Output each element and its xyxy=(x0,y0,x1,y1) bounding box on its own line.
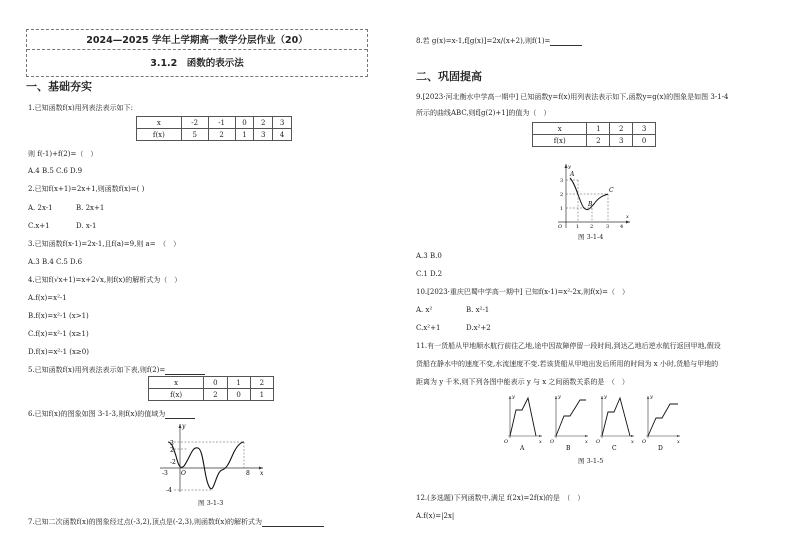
table-cell: 2 xyxy=(208,129,235,141)
q1-stem: 1.已知函数f(x)用列表法表示如下: xyxy=(28,104,134,112)
y-axis-arrow-icon xyxy=(509,396,511,399)
point-a-label: A xyxy=(570,171,575,178)
graph-a-label: A xyxy=(520,445,525,452)
label-x-axis: x xyxy=(260,470,264,477)
label-x2: 2 xyxy=(590,224,594,230)
label-xm3: -3 xyxy=(162,470,168,477)
table-cell: f(x) xyxy=(137,129,182,141)
table-cell: 5 xyxy=(181,129,208,141)
q2-option-a: A. 2x-1 xyxy=(28,204,53,212)
q4-option-c: C.f(x)=x²-1 (x≥1) xyxy=(28,330,89,338)
x-axis-arrow-icon xyxy=(539,435,542,437)
q4-option-b: B.f(x)=x²-1 (x>1) xyxy=(28,312,89,320)
graph-b-label: B xyxy=(566,445,571,452)
graph-line xyxy=(556,400,586,436)
q8-answer-blank xyxy=(550,37,582,46)
q8-stem-text: 8.若 g(x)=x-1,f[g(x)]=2x/(x+2),则f(1)= xyxy=(416,37,551,45)
table-cell: 1 xyxy=(250,389,273,401)
x-axis-arrow-icon xyxy=(631,435,634,437)
figure-3-1-3 xyxy=(158,420,268,495)
q9-table xyxy=(532,122,656,147)
q3-stem: 3.已知函数f(x-1)=2x-1,且f(a)=9,则 a= （ ） xyxy=(28,240,181,248)
x-axis-arrow-icon xyxy=(677,435,680,437)
label-xm2: -2 xyxy=(170,459,176,466)
graph-line xyxy=(510,398,536,436)
q7-answer-blank xyxy=(262,518,324,527)
figure-3-1-3-caption: 图 3-1-3 xyxy=(198,499,224,507)
graph-c xyxy=(596,394,634,452)
table-row xyxy=(149,389,274,401)
label-x4: 4 xyxy=(620,224,624,230)
label-y-axis: y xyxy=(604,394,607,400)
q10-option-a: A. x² xyxy=(416,306,433,314)
graph-line xyxy=(648,404,678,436)
table-cell: 2 xyxy=(204,389,227,401)
label-y1: 1 xyxy=(560,206,564,212)
table-cell: 3 xyxy=(610,135,633,147)
table-cell: -2 xyxy=(181,117,208,129)
graph-c-label: C xyxy=(612,445,617,452)
graph-d-label: D xyxy=(658,445,663,452)
q10-option-b: B. x²-1 xyxy=(466,306,490,314)
label-x-axis: x xyxy=(631,439,634,445)
figure-3-1-4-caption: 图 3-1-4 xyxy=(578,233,604,241)
table-cell: 2 xyxy=(610,123,633,135)
lesson-title: 3.1.2 函数的表示法 xyxy=(150,58,244,69)
header-box xyxy=(26,29,368,77)
table-cell: 0 xyxy=(235,117,254,129)
label-x-axis: x xyxy=(626,214,629,220)
table-cell: 0 xyxy=(227,389,250,401)
label-x3: 3 xyxy=(606,224,610,230)
q11-line3: 距离为 y 千米,则下列各图中能表示 y 与 x 之间函数关系的是 （ ） xyxy=(416,378,629,386)
q5-stem-text: 5.已知函数f(x)用列表法表示如下表,则f(2)= xyxy=(28,366,166,374)
q2-option-c: C.x+1 xyxy=(28,222,50,230)
table-row xyxy=(533,123,656,135)
table-cell: 3 xyxy=(254,129,273,141)
table-cell: 0 xyxy=(633,135,656,147)
graph-b xyxy=(550,394,588,452)
q10-stem: 10.[2023·重庆巴蜀中学高一期中] 已知f(x-1)=x²-2x,则f(x)=（ ） xyxy=(416,288,630,296)
table-cell: x xyxy=(149,377,204,389)
label-y2: 2 xyxy=(170,447,174,454)
table-cell: 4 xyxy=(273,129,292,141)
q12-stem: 12.(多选题)下列函数中,满足 f(2x)=2f(x)的是 （ ） xyxy=(416,494,585,502)
q5-answer-blank xyxy=(165,366,205,375)
point-c-label: C xyxy=(609,187,614,194)
label-y-axis: y xyxy=(650,394,653,400)
q4-stem: 4.已知f(√x+1)=x+2√x,则f(x)的解析式为（ ） xyxy=(28,276,182,284)
table-cell: 2 xyxy=(587,135,610,147)
table-cell: f(x) xyxy=(149,389,204,401)
q12-option-a: A.f(x)=|2x| xyxy=(416,512,455,520)
label-y-axis: y xyxy=(568,164,571,170)
label-origin: O xyxy=(642,439,647,445)
table-cell: 2 xyxy=(250,377,273,389)
section-advanced-title: 二、巩固提高 xyxy=(416,70,482,83)
table-cell: x xyxy=(137,117,182,129)
point-b-label: B xyxy=(588,201,593,208)
right-column xyxy=(414,0,784,560)
q9-stem-line2: 所示的曲线ABC,则f[g(2)+1]的值为（ ） xyxy=(416,109,551,117)
table-cell: f(x) xyxy=(533,135,587,147)
q9-options-cd: C.1 D.2 xyxy=(416,270,443,278)
section-basic-title: 一、基础夯实 xyxy=(26,80,92,93)
page-title: 2024—2025 学年上学期高一数学分层作业（20） xyxy=(86,35,308,46)
table-cell: 2 xyxy=(254,117,273,129)
x-axis-arrow-icon xyxy=(626,221,630,224)
q1-ask: 则 f(-1)+f(2)=（ ） xyxy=(28,150,98,158)
label-x8: 8 xyxy=(246,470,250,477)
graph-d xyxy=(642,394,680,452)
graph-a xyxy=(504,394,542,452)
table-row xyxy=(149,377,274,389)
table-row xyxy=(137,129,292,141)
label-y-axis: y xyxy=(558,394,561,400)
q4-option-a: A.f(x)=x²-1 xyxy=(28,294,67,302)
q10-option-d: D.x²+2 xyxy=(466,324,491,332)
q9-stem-line1: 9.[2023·河北衡水中学高一期中] 已知函数y=f(x)用列表法表示如下,函数y=g(x)的图象是如图 3-1-4 xyxy=(416,93,729,101)
q5-stem xyxy=(28,366,205,375)
y-axis-arrow-icon xyxy=(601,396,603,399)
label-ymin: -4 xyxy=(166,487,172,494)
label-x-axis: x xyxy=(539,439,542,445)
figure-3-1-5 xyxy=(502,392,692,452)
header-divider xyxy=(27,49,367,50)
q1-options: A.4 B.5 C.6 D.9 xyxy=(28,167,83,175)
y-axis-arrow-icon xyxy=(555,396,557,399)
label-origin: O xyxy=(558,224,563,230)
table-cell: 1 xyxy=(587,123,610,135)
table-cell: 3 xyxy=(633,123,656,135)
label-origin: O xyxy=(596,439,601,445)
label-origin: O xyxy=(504,439,509,445)
q11-line2: 货船在静水中的速度不变,水流速度不变.若该货船从甲地出发后所用的时间为 x 小时,货船与甲地的 xyxy=(416,360,719,368)
label-y3: 3 xyxy=(170,440,174,447)
q8-stem xyxy=(416,37,582,46)
table-cell: 1 xyxy=(235,129,254,141)
q2-option-d: D. x-1 xyxy=(76,222,97,230)
figure-3-1-4 xyxy=(554,160,634,230)
q9-options-ab: A.3 B.0 xyxy=(416,252,442,260)
y-axis-arrow-icon xyxy=(647,396,649,399)
q2-option-b: B. 2x+1 xyxy=(76,204,105,212)
table-row xyxy=(533,135,656,147)
q7-stem xyxy=(28,518,324,527)
label-x1: 1 xyxy=(576,224,580,230)
q6-stem-text: 6.已知f(x)的图象如图 3-1-3,则f(x)的值域为 xyxy=(28,410,166,418)
q5-table xyxy=(148,376,274,401)
table-cell: 3 xyxy=(273,117,292,129)
left-column xyxy=(20,0,390,560)
table-cell: -1 xyxy=(208,117,235,129)
label-y-axis: y xyxy=(182,423,186,430)
label-origin: O xyxy=(550,439,555,445)
q4-option-d: D.f(x)=x²-1 (x≥0) xyxy=(28,348,89,356)
table-cell: 1 xyxy=(227,377,250,389)
label-x-axis: x xyxy=(677,439,680,445)
label-origin: O xyxy=(181,470,186,477)
label-y-axis: y xyxy=(512,394,515,400)
q7-stem-text: 7.已知二次函数f(x)的图象经过点(-3,2),顶点是(-2,3),则函数f(x)的解析式为 xyxy=(28,518,263,526)
q2-stem: 2.已知f(x+1)=2x+1,则函数f(x)=( ) xyxy=(28,185,145,193)
figure-3-1-5-caption: 图 3-1-5 xyxy=(578,457,604,465)
label-x-axis: x xyxy=(585,439,588,445)
x-axis-arrow-icon xyxy=(585,435,588,437)
q10-option-c: C.x²+1 xyxy=(416,324,441,332)
table-row xyxy=(137,117,292,129)
label-y3: 3 xyxy=(560,178,564,184)
q6-answer-blank xyxy=(165,410,195,419)
graph-line xyxy=(602,398,630,436)
table-cell: x xyxy=(533,123,587,135)
q6-stem xyxy=(28,410,195,419)
q11-line1: 11.有一货船从甲地顺水航行前往乙地,途中因故障停留一段时间,到达乙地后逆水航行返回甲地,假设 xyxy=(416,342,721,350)
table-cell: 0 xyxy=(204,377,227,389)
q1-table xyxy=(136,116,292,141)
q3-options: A.3 B.4 C.5 D.6 xyxy=(28,258,83,266)
label-y2: 2 xyxy=(560,192,564,198)
